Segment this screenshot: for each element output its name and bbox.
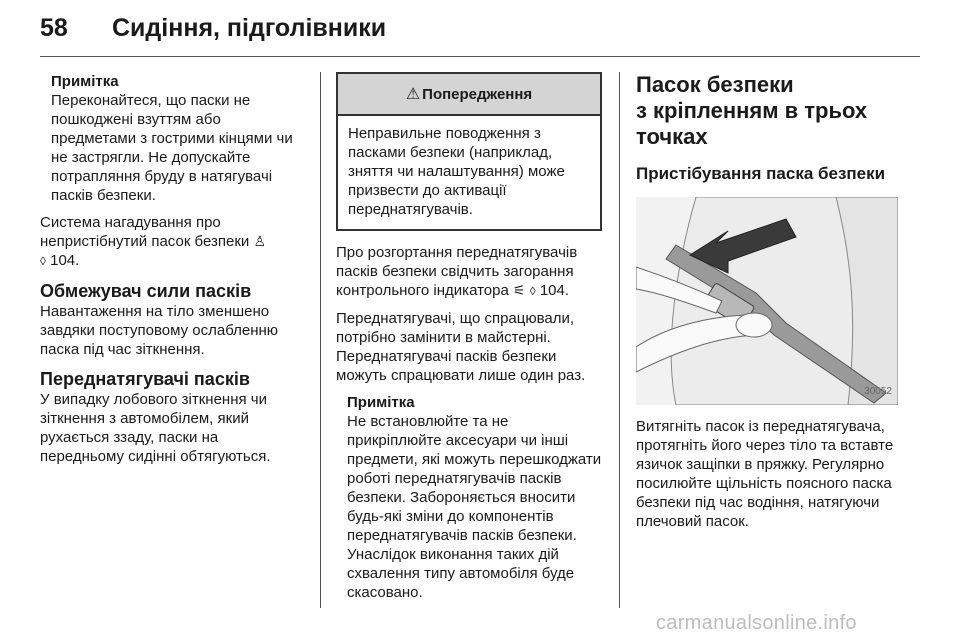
limiter-text: Навантаження на тіло зменшено завдяки поступовому ослабленню паска під час зіткнення. [40, 303, 279, 358]
warning-icon: ⚠ [405, 85, 421, 103]
column-middle [336, 72, 604, 610]
page-ref-icon: ◊ [40, 254, 46, 268]
column-divider-1 [320, 72, 321, 608]
deploy-paragraph [336, 243, 604, 301]
pretensioner-text: У випадку лобового зіткнення чи зіткнення з автомобілем, який рухається ззаду, паски на передньому сидінні обтягуються. [40, 391, 271, 465]
pretensioner-heading: Переднатягувачі пасків [40, 369, 250, 389]
warning-title: Попередження [422, 85, 533, 103]
header-divider [40, 56, 920, 57]
deploy-text: Про розгортання переднатягувачів пасків безпеки свідчить загорання контрольного індикатора [336, 244, 578, 299]
page-number: 58 [40, 14, 68, 42]
limiter-heading: Обмежувач сили пасків [40, 281, 252, 301]
note-text-2: Не встановлюйте та не прикріплюйте аксесуари чи інші предмети, які можуть перешкоджати роботі переднатягувачів пасків безпеки. Забороняється вносити будь-які зміни до компонентів переднатягувачів пасків безпеки. Унаслідок виконання таких дій схвалення типу автомобіля буде скасовано. [347, 413, 602, 601]
note-title-2: Примітка [347, 394, 415, 411]
replace-text: Переднатягувачі, що спрацювали, потрібно замінити в майстерні. Переднатягувачі пасків безпеки можуть спрацювати лише один раз. [336, 310, 586, 384]
warning-header [338, 74, 600, 116]
page-header [40, 14, 920, 54]
reminder-page-ref[interactable]: 104. [50, 252, 80, 269]
figure-number: 30052 [864, 386, 892, 397]
seatbelt-illustration [636, 197, 898, 405]
column-left [40, 72, 306, 474]
fasten-heading: Пристібування паска безпеки [636, 164, 886, 183]
note-block-2 [336, 393, 604, 602]
section-title-line2: з кріпленням в трьох [636, 98, 868, 123]
warning-box [336, 72, 602, 231]
column-divider-2 [619, 72, 620, 608]
note-text: Переконайтеся, що паски не пошкоджені взуттям або предметами з гострими кінцями чи не застрягли. Не допускайте потрапляння бруду в натягувачі пасків безпеки. [51, 92, 293, 204]
column-right [636, 72, 922, 539]
reminder-text: Система нагадування про непристібнутий пасок безпеки [40, 214, 250, 250]
section-title-line1: Пасок безпеки [636, 72, 794, 97]
page-ref-icon: ◊ [529, 284, 536, 298]
seatbelt-icon: ♙ [253, 233, 267, 249]
note-block [40, 72, 306, 205]
watermark: carmanualsonline.info [656, 612, 857, 634]
fasten-text: Витягніть пасок із переднатягувача, протягніть його через тіло та вставте язичок защіпки в пряжку. Регулярно посилюйте щільність поясного паска безпеки під час водіння, натягуючи плечовий пасок. [636, 418, 894, 530]
note-title: Примітка [51, 73, 119, 90]
reminder-paragraph [40, 213, 306, 271]
deploy-page-ref[interactable]: 104. [539, 282, 570, 299]
page-title: Сидіння, підголівники [112, 14, 387, 42]
seatbelt-drawing [636, 197, 898, 405]
airbag-indicator-icon: ⚟ [512, 282, 526, 298]
warning-text: Неправильне поводження з пасками безпеки (наприклад, зняття чи налаштування) може призвести до активації переднатягувачів. [348, 125, 565, 218]
section-title [636, 72, 922, 150]
section-title-line3: точках [636, 124, 708, 149]
